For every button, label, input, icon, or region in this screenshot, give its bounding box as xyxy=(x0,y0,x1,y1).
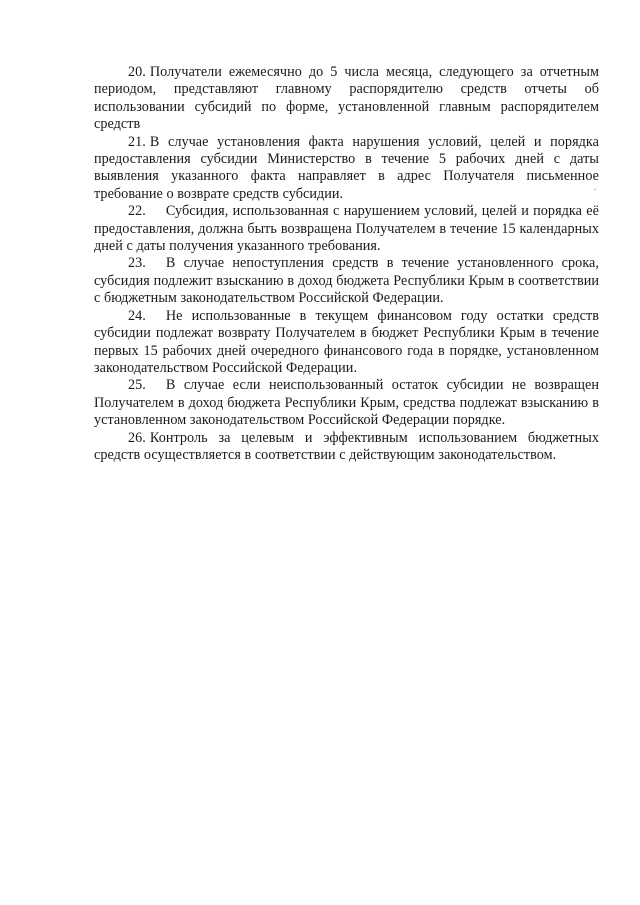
paragraph-number: 24. xyxy=(128,307,146,324)
paragraph-23 xyxy=(94,255,599,307)
paragraph-text: В случае непоступления средств в течение установленного срока, субсидия подлежит взысканию в доход бюджета Республики Крым в соответствии с бюджетным законодательством Российской Федерации. xyxy=(94,255,599,307)
paragraph-25 xyxy=(94,377,599,429)
paragraph-24 xyxy=(94,308,599,378)
paragraph-20 xyxy=(94,64,599,134)
document-body xyxy=(94,64,599,464)
paragraph-text: В случае если неиспользованный остаток субсидии не возвращен Получателем в доход бюджета Республики Крым, средства подлежат взысканию в установленном законодательством Российской Федерации порядке. xyxy=(94,377,599,429)
paragraph-text: Контроль за целевым и эффективным использованием бюджетных средств осуществляется в соответствии с действующим законодательством. xyxy=(94,429,599,463)
paragraph-number: 25. xyxy=(128,377,146,394)
paragraph-number: 23. xyxy=(128,255,146,272)
paragraph-number: 26. xyxy=(128,429,146,446)
paragraph-21 xyxy=(94,134,599,204)
paragraph-number: 21. xyxy=(128,133,146,150)
paragraph-text: В случае установления факта нарушения условий, целей и порядка предоставления субсидии Министерство в течение 5 рабочих дней с даты выявления указанного факта направляет в адрес Получателя письменное требование о возврате средств субсидии. xyxy=(94,133,599,202)
paragraph-text: Не использованные в текущем финансовом году остатки средств субсидии подлежат возврату Получателем в бюджет Республики Крым в течение первых 15 рабочих дней очередного финансового года в порядке, установленном законодательством Российской Федерации. xyxy=(94,307,599,376)
paragraph-text: Субсидия, использованная с нарушением условий, целей и порядка её предоставления, должна быть возвращена Получателем в течение 15 календарных дней с даты получения указанного требования. xyxy=(94,203,599,255)
paragraph-26 xyxy=(94,430,599,465)
paragraph-text: Получатели ежемесячно до 5 числа месяца, следующего за отчетным периодом, представляют главному распорядителю средств отчеты об использовании субсидий по форме, установленной главным распорядителем средств xyxy=(94,64,599,133)
paragraph-22 xyxy=(94,203,599,255)
paragraph-number: 20. xyxy=(128,64,146,80)
paragraph-number: 22. xyxy=(128,203,146,220)
scan-speck xyxy=(594,189,596,190)
